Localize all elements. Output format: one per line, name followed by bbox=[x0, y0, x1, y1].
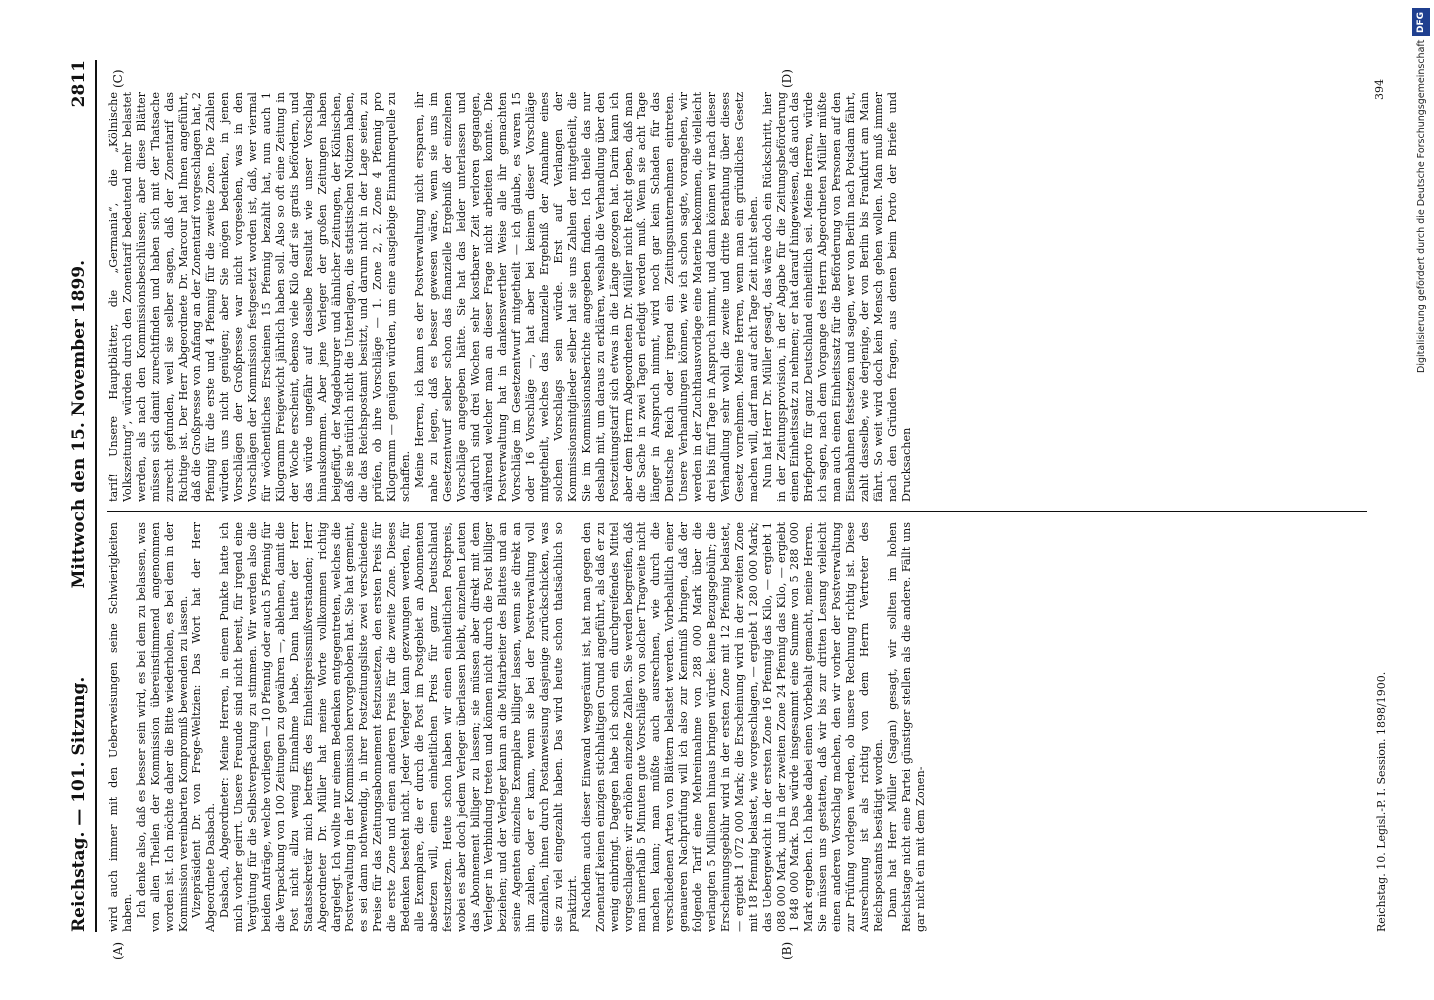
column-separator bbox=[107, 511, 1367, 512]
paragraph: Nun hat Herr Dr. Müller gesagt, das wäre doch ein Rückschritt, hier in der Zeitungsprovision, in der Abgabe für die Zeitungsbeförderung einen Einheitssatz zu nehmen; er hat darauf hingewiesen, daß auch das Briefporto für ganz Deutschland einheitlich sei. Meine Herren, würde ich sagen, nach dem Vorgange des Herrn Abgeordneten Müller müßte man auch einen Einheitssatz für die Beförderung von Personen auf den Eisenbahnen festsetzen und sagen, wer von Berlin nach Potsdam fährt, zahlt dasselbe, wie derjenige, der von Berlin bis Frankfurt am Main fährt. So weit wird doch kein Mensch gehen wollen. Man muß immer nach den Gründen fragen, aus denen beim Porto der Briefe und Drucksachen bbox=[760, 92, 913, 502]
signature-number: 394 bbox=[1373, 79, 1386, 100]
digitization-credit: Digitalisierung gefördert durch die Deutsche Forschungsgemeinschaft bbox=[1416, 40, 1427, 374]
header-page-number: 2811 bbox=[69, 60, 89, 108]
paragraph: wird auch immer mit den Ueberweisungen seine Schwierigkeiten haben. bbox=[107, 522, 134, 932]
header-rule bbox=[95, 60, 97, 932]
right-column bbox=[107, 92, 1367, 502]
margin-mark-b: (B) bbox=[780, 941, 794, 960]
page-footer: Reichstag. 10. Legisl.-P. I. Session. 1898/1900. bbox=[1375, 671, 1388, 932]
left-column bbox=[107, 522, 1367, 932]
header-session: Reichstag. — 101. Sitzung. bbox=[69, 676, 89, 932]
paragraph: Meine Herren, ich kann es der Postverwaltung nicht ersparen, ihr nahe zu legen, daß es besser gewesen wäre, wenn sie uns im Gesetzentwurf selber schon das finanzielle Ergebniß der einzelnen Vorschläge angegeben hätte. Sie hat das leider unterlassen und dadurch sind drei Wochen sehr kostbarer Zeit verloren gegangen, während welcher man an dieser Frage nicht arbeiten konnte. Die Postverwaltung hat in dankenswerther Weise alle ihr gemachten Vorschläge im Gesetzentwurf mitgetheilt — ich glaube, es waren 15 oder 16 Vorschläge —, hat aber bei keinem dieser Vorschläge mitgetheilt, welches das finanzielle Ergebniß der Annahme eines solchen Vorschlags sein würde. Erst auf Verlangen der Kommissionsmitglieder selber hat sie uns Zahlen der mitgetheilt, die Sie im Kommissionsberichte angegeben finden. Ich theile das nur deshalb mit, um daraus zu erklären, weshalb die Verhandlung über den Postzeitungstarif sich etwas in die Länge gezogen hat. Darin kann ich aber dem Herrn Abgeordneten Dr. Müller nicht Recht geben, daß man die Sache in zwei Tagen erledigt werden muß. Wenn sie acht Tage länger in Anspruch nimmt, wird noch gar kein Schaden für das Deutsche Reich oder irgend ein Zeitungsunternehmen eintreten. Unsere Verhandlungen können, wie ich schon sagte, vorangehen, wir werden in der Zuchthausvorlage eine Materie bekommen, die vielleicht drei bis fünf Tage in Anspruch nimmt, und dann können wir nach dieser Verhandlung sehr wohl die zweite und dritte Berathung über dieses Gesetz vornehmen. Meine Herren, wenn man ein gründliches Gesetz machen will, darf man auf acht Tage Zeit nicht sehen. bbox=[412, 92, 760, 502]
margin-mark-a: (A) bbox=[111, 941, 125, 960]
margin-mark-c: (C) bbox=[111, 69, 125, 88]
paragraph: Nachdem auch dieser Einwand weggeräumt ist, hat man gegen den Zonentarif keinen einzigen stichhaltigen Grund angeführt, als daß er zu wenig einbringt. Dagegen habe ich schon ein durchgreifendes Mittel vorgeschlagen: wir erhöhen einzelne Zahlen. Sie werden begreifen, daß man innerhalb 5 Minuten gute Vorschläge von solcher Tragweite nicht machen kann; man müßte auch ausrechnen, wie durch die verschiedenen Arten von Blättern belastet werden. Vorbehaltlich einer genaueren Nachprüfung will ich also zur Kenntniß bringen, daß der folgende Tarif eine Mehreinnahme von 288 000 Mark über die verlangten 5 Millionen hinaus bringen würde: keine Bezugsgebühr; die Erscheinungsgebühr wird in der ersten Zone mit 12 Pfennig belastet, — ergiebt 1 072 000 Mark; die Erscheinung wird in der zweiten Zone mit 18 Pfennig belastet, wie vorgeschlagen, — ergiebt 1 280 000 Mark; das Uebergewicht in der ersten Zone 16 Pfennig das Kilo, — ergiebt 1 088 000 Mark, und in der zweiten Zone 24 Pfennig das Kilo, — ergiebt 1 848 000 Mark. Das würde insgesammt eine Summe von 5 288 000 Mark ergeben. Ich habe dabei einen Vorbehalt gemacht, meine Herren. Sie müssen uns gestatten, daß wir bis zur dritten Lesung vielleicht einen anderen Vorschlag machen, den wir vorher der Postverwaltung zur Prüfung vorlegen werden, ob unsere Rechnung richtig ist. Diese Ausrechnung ist als richtig von dem Herrn Vertreter des Reichspostamts bestätigt worden. bbox=[579, 522, 885, 932]
dfg-logo: DFG bbox=[1412, 8, 1430, 36]
paragraph: Vizepräsident Dr. von Frege-Weltzien: Das Wort hat der Herr Abgeordnete Dasbach. bbox=[190, 522, 218, 932]
paragraph: Dasbach, Abgeordneter: Meine Herren, in einem Punkte hatte ich mich vorher geirrt. Unsere Freunde sind nicht bereit, für irgend eine Vergütung für die Selbstverpackung zu stimmen. Wir werden also die beiden Anträge, welche vorliegen — 10 Pfennig oder auch 5 Pfennig für die Verpackung von 100 Zeitungen zu gewähren —, ablehnen, damit die Post nicht allzu wenig Einnahme habe. Dann hatte der Herr Staatssekretär mich betreffs des Einheitspreissmißverstanden; Herr Abgeordneter Dr. Müller hat meine Worte vollkommen richtig dargelegt. Ich wollte nur einem Bedenken entgegentreten, welches die Postverwaltung in der Kommission hervorgehoben hat. Sie hat gemeint, es sei dann nothwendig, in ihrer Postzeitungsliste zwei verschiedene Preise für das Zeitungsabonnement festzusetzen, den ersten Preis für die erste Zone und einen anderen Preis für die zweite Zone. Dieses Bedenken besteht nicht. Jeder Verleger kann gezwungen werden, für alle Exemplare, die er durch die Post im Postgebiet an Abonnenten absetzen will, einen einheitlichen Preis für ganz Deutschland festzusetzen. Heute schon haben wir einen einheitlichen Postpreis, wobei es aber doch jedem Verleger überlassen bleibt, einzelnen Leuten das Abonnement billiger zu lassen; sie müssen aber direkt mit dem Verleger in Verbindung treten und können nicht durch die Post billiger beziehen; und der Verleger kann an die Mitarbeiter des Blattes und an seine Agenten einzelne Exemplare billiger lassen, wenn sie direkt an ihn zahlen, oder er kann, wenn sie bei der Postverwaltung voll einzahlen, ihnen durch Postanweisung dasjenige zurückschicken, was sie zu viel eingezahlt haben. Das wird heute schon thatsächlich so praktizirt. bbox=[218, 522, 579, 932]
page-header bbox=[55, 60, 89, 932]
page-content bbox=[55, 60, 1388, 960]
paragraph: Dann hat Herr Müller (Sagan) gesagt, wir sollten im hohen Reichstage nicht eine Partei günstiger stellen als die andere. Fällt uns gar nicht ein mit dem Zonen- bbox=[885, 522, 927, 932]
paragraph: Ich denke also, daß es besser sein wird, es bei dem zu belassen, was von allen Theilen der Kommission übereinstimmend angenommen worden ist. Ich möchte daher die Bitte wiederholen, es bei dem in der Kommission vereinbarten Kompromiß bewenden zu lassen. bbox=[134, 522, 190, 932]
paragraph: tarif! Unsere Hauptblätter, die „Germania“, die „Kölnische Volkszeitung“, würden durch den Zonentarif bedeutend mehr belastet werden, als nach den Kommissionsbeschlüssen; aber diese Blätter müssen sich damit zurechtfinden und haben sich mit der Thatsache zurecht gefunden, weil sie selber sagen, daß der Zonentarif das Richtige ist. Der Herr Abgeordnete Dr. Marcour hat Ihnen angeführt, daß die Großpresse von Anfang an der Zonentarif vorgeschlagen hat, 2 Pfennig für die erste und 4 Pfennig für die zweite Zone. Die Zahlen würden uns nicht genügen; aber Sie mögen bedenken, in jenen Vorschlägen der Großpresse war nicht vorgesehen, was in den Vorschlägen der Kommission festgesetzt worden ist, daß, wer viermal für wöchentliches Erscheinen 15 Pfennig bezahlt hat, nun auch 1 Kilogramm Freigewicht jährlich haben soll. Also so oft eine Zeitung in der Woche erscheint, ebenso viele Kilo darf sie gratis befördern, und das würde ungefähr auf dasselbe Resultat wie unser Vorschlag hinauskommen. Aber jene Verleger der großen Zeitungen haben beigefügt, der Magdeburger und ähnlicher Zeitungen, der Kölnischen, daß sie natürlich nicht die Unterlagen, die statistischen Notizen haben, die das Reichspostamt besitzt, und darum nicht in der Lage seien, zu prüfen, ob ihre Vorschläge — 1. Zone 2, 2. Zone 4 Pfennig pro Kilogramm — genügen würden, um eine ausgiebige Einnahmequelle zu schaffen. bbox=[107, 92, 413, 502]
header-date: Mittwoch den 15. November 1899. bbox=[69, 259, 89, 589]
margin-mark-d: (D) bbox=[780, 69, 794, 88]
